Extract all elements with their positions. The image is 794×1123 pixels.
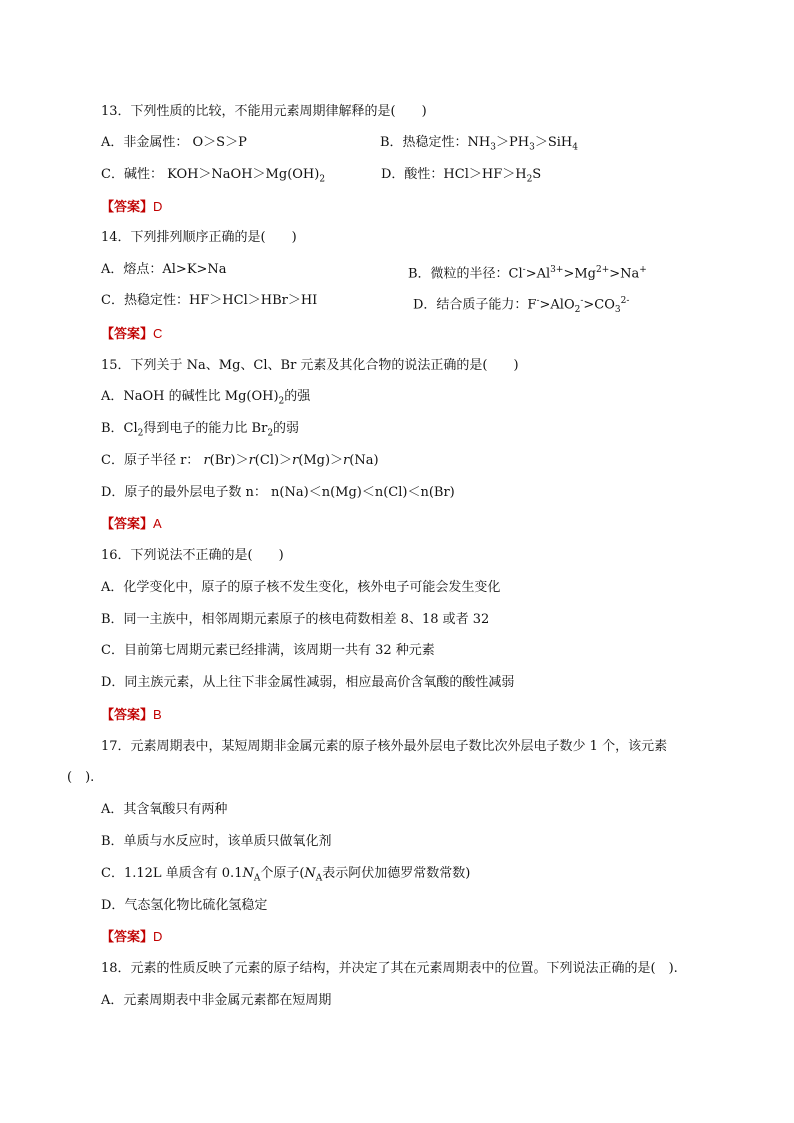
q17-answer: 【答案】D xyxy=(101,929,163,945)
q14-stem: 14．下列排列顺序正确的是( ) xyxy=(101,230,297,245)
q16-stem: 16．下列说法不正确的是( ) xyxy=(101,548,284,563)
q15-option-c: C．原子半径 r： r(Br)＞r(Cl)＞r(Mg)＞r(Na) xyxy=(101,453,379,468)
q17-option-b: B．单质与水反应时，该单质只做氧化剂 xyxy=(101,834,332,849)
q17-stem-continued: ( ). xyxy=(67,770,95,785)
q14-option-c: C．热稳定性：HF＞HCl＞HBr＞HI xyxy=(101,293,318,308)
q15-stem: 15．下列关于 Na、Mg、Cl、Br 元素及其化合物的说法正确的是( ) xyxy=(101,358,519,373)
q15-option-b: B．$Cl_2$得到电子的能力比 $Br_2$的弱 xyxy=(101,421,300,439)
q15-option-d: D．原子的最外层电子数 n： n(Na)＜n(Mg)＜n(Cl)＜n(Br) xyxy=(101,485,455,500)
q17-option-d: D．气态氢化物比硫化氢稳定 xyxy=(101,898,268,913)
q13-answer: 【答案】D xyxy=(101,199,163,215)
q17-stem: 17．元素周期表中，某短周期非金属元素的原子核外最外层电子数比次外层电子数少 1 个，该元素 xyxy=(101,739,668,754)
q18-stem: 18．元素的性质反映了元素的原子结构，并决定了其在元素周期表中的位置。下列说法正确的是( ). xyxy=(101,961,678,976)
q14-option-a: A．熔点：Al>K>Na xyxy=(101,262,227,277)
q15-answer: 【答案】A xyxy=(101,516,162,532)
q13-option-a: A．非金属性： O＞S＞P xyxy=(101,135,247,150)
q17-option-c: C．1.12L 单质含有 $0.1N_A$个原子($N_A$表示阿伏加德罗常数常数) xyxy=(101,866,471,884)
q16-option-d: D．同主族元素，从上往下非金属性减弱，相应最高价含氧酸的酸性减弱 xyxy=(101,675,515,690)
q15-option-a: A．NaOH 的碱性比 $Mg(OH)_2$的强 xyxy=(101,389,311,407)
q14-option-d: D．结合质子能力：$F^->AlO_2^->CO_3^{2-}$ xyxy=(413,296,630,315)
q13-option-b: B．热稳定性：$NH_3>PH_3>SiH_4$ xyxy=(380,135,578,153)
q13-option-c: C．碱性： $KOH>NaOH>Mg(OH)_2$ xyxy=(101,167,326,185)
q16-option-a: A．化学变化中，原子的原子核不发生变化，核外电子可能会发生变化 xyxy=(101,580,501,595)
q13-option-d: D．酸性：$HCl>HF>H_2S$ xyxy=(381,167,542,185)
q13-stem: 13．下列性质的比较，不能用元素周期律解释的是( ) xyxy=(101,104,427,119)
q18-option-a: A．元素周期表中非金属元素都在短周期 xyxy=(101,993,332,1008)
q17-option-a: A．其含氧酸只有两种 xyxy=(101,802,228,817)
q16-option-c: C．目前第七周期元素已经排满，该周期一共有 32 种元素 xyxy=(101,643,435,658)
q14-option-b: B．微粒的半径：$Cl^->Al^{3+}>Mg^{2+}>Na^+$ xyxy=(408,265,647,282)
q14-answer: 【答案】C xyxy=(101,326,163,342)
q16-answer: 【答案】B xyxy=(101,707,162,723)
q16-option-b: B．同一主族中，相邻周期元素原子的核电荷数相差 8、18 或者 32 xyxy=(101,612,490,627)
